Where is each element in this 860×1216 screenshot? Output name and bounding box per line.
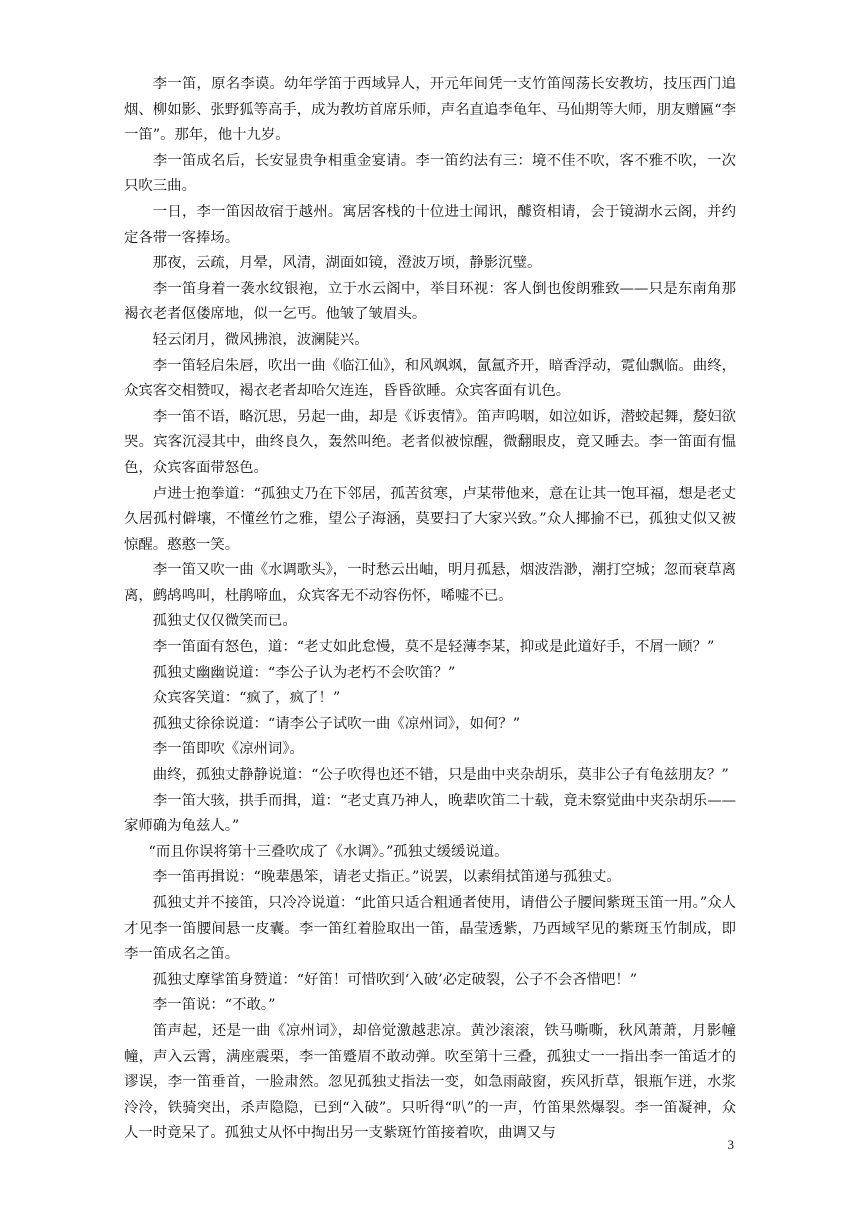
paragraph-17: 曲终，孤独丈静静说道：“公子吹得也还不错，只是曲中夹杂胡乐，莫非公子有龟兹朋友？” xyxy=(152,767,729,784)
paragraph-9: 卢进士抱拳道：“孤独丈乃在下邻居，孤苦贫寒，卢某带他来，意在让其一饱耳福，想是老丈久居孤村僻壤，不懂丝竹之雅，望公子海涵，莫要扫了大家兴致。”众人揶揄不已，孤独丈似又被惊醒。憨憨一笑。 xyxy=(124,485,736,553)
paragraph-22: 孤独丈摩挲笛身赞道：“好笛！可惜吹到‘入破’必定破裂，公子不会吝惜吧！” xyxy=(152,971,638,988)
paragraph-1: 李一笛，原名李谟。幼年学笛于西域异人，开元年间凭一支竹笛闯荡长安教坊，技压西门追烟、柳如影、张野狐等高手，成为教坊首席乐师，声名直追李龟年、马仙期等大师，朋友赠匾“李一笛”。那年，他十九岁。 xyxy=(124,76,736,144)
paragraph-18: 李一笛大骇，拱手而揖，道：“老丈真乃神人，晚辈吹笛二十载，竟未察觉曲中夹杂胡乐——家师确为龟兹人。” xyxy=(124,792,736,835)
paragraph-21: 孤独丈并不接笛，只冷冷说道：“此笛只适合粗通者使用，请借公子腰间紫斑玉笛一用。”众人才见李一笛腰间悬一皮囊。李一笛红着脸取出一笛，晶莹透紫，乃西域罕见的紫斑玉竹制成，即李一笛成名之笛。 xyxy=(124,895,736,963)
paragraph-14: 众宾客笑道：“疯了，疯了！” xyxy=(152,690,341,707)
paragraph-4: 那夜，云疏，月晕，风清，湖面如镜，澄波万顷，静影沉璧。 xyxy=(152,255,542,272)
paragraph-3: 一日，李一笛因故宿于越州。寓居客栈的十位进士闻讯，醵资相请，会于镜湖水云阁，并约定各带一客捧场。 xyxy=(124,203,736,246)
paragraph-19: “而且你误将第十三叠吹成了《水调》。”孤独丈缓缓说道。 xyxy=(148,843,509,860)
paragraph-20: 李一笛再揖说：“晚辈愚笨，请老丈指正。”说罢，以素绢拭笛递与孤独丈。 xyxy=(152,869,621,886)
paragraph-24: 笛声起，还是一曲《凉州词》，却倍觉激越悲凉。黄沙滚滚，铁马嘶嘶，秋风萧萧，月影幢幢，声入云霄，满座震栗，李一笛蹙眉不敢动弹。吹至第十三叠，孤独丈一一指出李一笛适才的谬误，李一笛垂首，一脸肃然。忽见孤独丈指法一变，如急雨敲窗，疾风折草，银瓶乍迸，水浆泠泠，铁骑突出，杀声隐隐，已到“入破”。只听得“叭”的一声，竹笛果然爆裂。李一笛凝神，众人一时竟呆了。孤独丈从怀中掏出另一支紫斑竹笛接着吹，曲调又与 xyxy=(124,1022,736,1142)
paragraph-12: 李一笛面有怒色，道：“老丈如此怠慢，莫不是轻薄李某，抑或是此道好手，不屑一顾？” xyxy=(152,639,715,656)
paragraph-13: 孤独丈幽幽说道：“李公子认为老朽不会吹笛？” xyxy=(152,664,456,681)
paragraph-11: 孤独丈仅仅微笑而已。 xyxy=(152,613,297,630)
paragraph-7: 李一笛轻启朱唇，吹出一曲《临江仙》，和风飒飒，氤氲齐开，暗香浮动，霓仙飘临。曲终，众宾客交相赞叹，褐衣老者却哈欠连连，昏昏欲睡。众宾客面有讥色。 xyxy=(124,357,736,400)
paragraph-6: 轻云闭月，微风拂浪，波澜陡兴。 xyxy=(152,331,369,348)
paragraph-5: 李一笛身着一袭水纹银袍，立于水云阁中，举目环视：客人倒也俊朗雅致——只是东南角那褐衣老者伛偻席地，似一乞丐。他皱了皱眉头。 xyxy=(124,280,736,323)
body-text xyxy=(124,72,736,1147)
page-number: 3 xyxy=(727,1137,734,1152)
paragraph-2: 李一笛成名后，长安显贵争相重金宴请。李一笛约法有三：境不佳不吹，客不雅不吹，一次只吹三曲。 xyxy=(124,152,736,195)
paragraph-8: 李一笛不语，略沉思，另起一曲，却是《诉衷情》。笛声呜咽，如泣如诉，潜蛟起舞，嫠妇欲哭。宾客沉浸其中，曲终良久，轰然叫绝。老者似被惊醒，微翻眼皮，竟又睡去。李一笛面有愠色，众宾客面带怒色。 xyxy=(124,408,736,476)
paragraph-23: 李一笛说：“不敢。” xyxy=(152,997,276,1014)
paragraph-16: 李一笛即吹《凉州词》。 xyxy=(152,741,304,758)
paragraph-15: 孤独丈徐徐说道：“请李公子试吹一曲《凉州词》，如何？” xyxy=(152,715,521,732)
paragraph-10: 李一笛又吹一曲《水调歌头》，一时愁云出岫，明月孤悬，烟波浩渺，潮打空城；忽而衰草离离，鹧鸪鸣叫，杜鹃啼血，众宾客无不动容伤怀，唏嘘不已。 xyxy=(124,562,736,604)
